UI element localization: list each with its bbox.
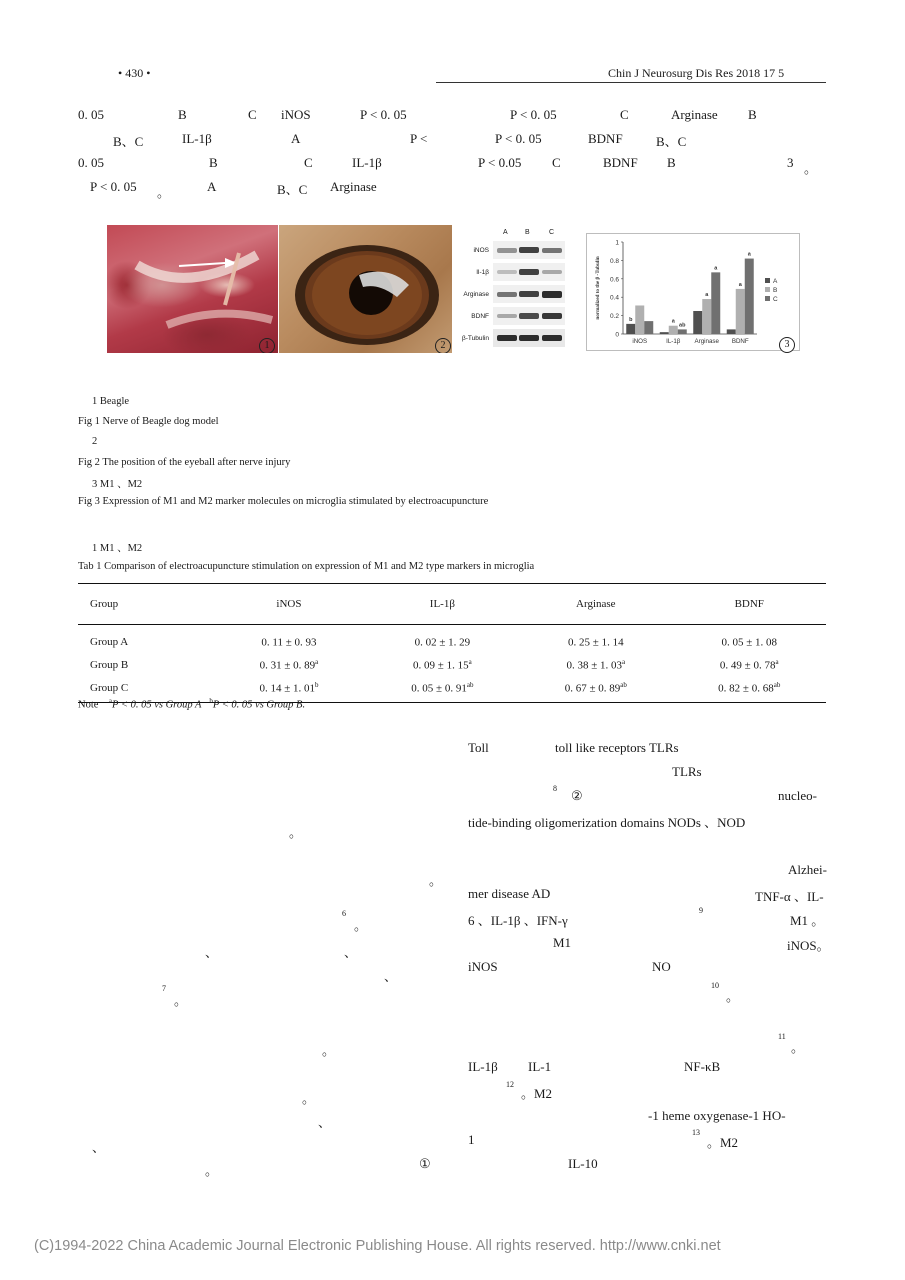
bar-chart xyxy=(587,234,799,350)
blot-lane-a: A xyxy=(503,229,508,236)
text-token: M1 。 xyxy=(790,913,825,928)
fig1-caption-en: Fig 1 Nerve of Beagle dog model xyxy=(78,416,219,427)
blot-row-label: Arginase xyxy=(463,291,489,298)
blot-row-label: Il-1β xyxy=(476,269,489,276)
text-token: 。 xyxy=(289,825,303,840)
table-header: Group xyxy=(78,584,212,625)
text-token: 、 xyxy=(344,945,358,960)
text-token: iNOS xyxy=(281,107,311,122)
text-token: IL-1 xyxy=(528,1059,552,1074)
y-tick-label: 0.4 xyxy=(609,294,619,302)
table-header: Arginase xyxy=(519,584,672,625)
table-cell: 0. 11 ± 0. 93 xyxy=(261,636,317,649)
western-blot xyxy=(455,225,580,353)
legend-swatch xyxy=(765,296,770,301)
text-token: P < 0. 05 xyxy=(495,131,542,146)
y-tick-label: 1 xyxy=(615,239,619,247)
text-token: B、C xyxy=(277,182,308,197)
table-cell: 0. 05 ± 1. 08 xyxy=(721,636,778,649)
bar-bdnf-b xyxy=(736,289,745,334)
text-token: 9 xyxy=(699,906,703,915)
text-token: 。 xyxy=(429,873,443,888)
text-token: B、C xyxy=(656,134,687,149)
text-token: 。 xyxy=(174,993,188,1008)
y-axis-label: normalized to the β -Tubulin xyxy=(595,256,601,320)
blot-row-label: BDNF xyxy=(471,313,489,320)
text-token: ① xyxy=(419,1156,431,1171)
significance-label: a xyxy=(705,292,709,299)
text-token: mer disease AD xyxy=(468,886,551,901)
significance-label: a xyxy=(747,251,751,258)
text-token: C xyxy=(552,155,561,170)
text-token: Arginase xyxy=(330,179,377,194)
figure-2-photo xyxy=(279,225,452,353)
fig3-caption-en: Fig 3 Expression of M1 and M2 marker molecules on microglia stimulated by electroacupuncture xyxy=(78,496,489,507)
copyright-footer: (C)1994-2022 China Academic Journal Electronic Publishing House. All rights reserved. http://www.cnki.net xyxy=(34,1238,721,1254)
text-token: C xyxy=(620,107,629,122)
text-token: ② xyxy=(571,788,583,803)
text-token: P < 0. 05 xyxy=(510,107,557,122)
y-tick-label: 0 xyxy=(615,331,619,339)
table-cell: 0. 67 ± 0. $89^{ab}$ xyxy=(519,676,672,703)
blot-lane-c: C xyxy=(549,229,555,236)
text-token: 1 xyxy=(468,1132,475,1147)
fig2-caption-en: Fig 2 The position of the eyeball after nerve injury xyxy=(78,457,291,468)
x-tick-label: IL-1β xyxy=(666,338,681,345)
text-token: tide-binding oligomerization domains NODs 、NOD xyxy=(468,815,746,830)
text-token: IL-1β xyxy=(468,1059,498,1074)
x-tick-label: BDNF xyxy=(731,338,749,345)
text-token: 。 xyxy=(157,185,171,200)
blot-lane-b: B xyxy=(525,229,530,236)
text-token: 10 xyxy=(711,981,719,990)
text-token: 11 xyxy=(778,1032,786,1041)
bar-il1-a xyxy=(660,332,669,334)
text-token: -1 heme oxygenase-1 HO- xyxy=(648,1108,786,1123)
figure-label-3: 3 xyxy=(779,337,795,353)
table-cell: 0. 49 ± 0. 78$^a$ xyxy=(719,657,779,672)
text-token: P < 0. 05 xyxy=(90,179,137,194)
text-token: B xyxy=(748,107,757,122)
table-header: iNOS xyxy=(212,584,365,625)
figure-label-2: 2 xyxy=(435,338,451,353)
text-token: 、 xyxy=(205,945,219,960)
bar-arginase-c xyxy=(711,272,720,334)
text-token: 。 xyxy=(322,1043,336,1058)
table-row xyxy=(78,625,826,654)
fig1-caption-cn: 1 Beagle xyxy=(92,396,130,407)
header-rule xyxy=(436,82,826,83)
table-note: Note $^a$P < 0. 05 vs Group A $^b$P < 0. 05 vs Group B. xyxy=(78,697,306,711)
significance-label: a xyxy=(671,318,675,325)
bar-inos-c xyxy=(644,321,653,334)
table-header: IL-1β xyxy=(366,584,519,625)
significance-label: ab xyxy=(679,322,686,329)
text-token: 13 xyxy=(692,1128,700,1137)
text-token: BDNF xyxy=(603,155,638,170)
text-token: nucleo- xyxy=(778,788,817,803)
text-token: NF-κB xyxy=(684,1059,721,1074)
text-token: A xyxy=(207,179,217,194)
text-token: 。 xyxy=(726,989,740,1004)
bar-arginase-b xyxy=(702,299,711,334)
significance-label: b xyxy=(629,316,633,323)
text-token: M1 xyxy=(553,935,572,950)
text-token: 8 xyxy=(553,784,557,793)
legend-swatch xyxy=(765,287,770,292)
table-cell: 0. 31 ± 0. 89$^a$ xyxy=(259,657,319,672)
legend-label: B xyxy=(773,287,778,294)
y-tick-label: 0.6 xyxy=(609,276,619,284)
tab1-caption-en: Tab 1 Comparison of electroacupuncture stimulation on expression of M1 and M2 type markers in microglia xyxy=(78,561,535,572)
table-cell: 0. 25 ± 1. 14 xyxy=(568,636,624,649)
table-cell: 0. 82 ± 0. $68^{ab}$ xyxy=(673,676,826,703)
text-token: TLRs xyxy=(672,764,702,779)
legend-swatch xyxy=(765,278,770,283)
text-token: 。M2 xyxy=(707,1135,739,1150)
x-tick-label: Arginase xyxy=(694,338,719,345)
significance-label: a xyxy=(714,265,718,272)
text-token: IL-1β xyxy=(352,155,382,170)
tab1-caption-cn: 1 M1 、M2 xyxy=(92,543,143,554)
text-token: BDNF xyxy=(588,131,623,146)
text-token: iNOS。 xyxy=(787,938,830,953)
table-cell: 0. 02 ± 1. 29 xyxy=(414,636,471,649)
bar-bdnf-c xyxy=(745,259,754,334)
significance-label: a xyxy=(738,281,742,288)
table-cell: 0. 05 ± 0. $91^{ab}$ xyxy=(366,676,519,703)
blot-row-label: iNOS xyxy=(473,247,489,254)
text-token: 、 xyxy=(318,1115,332,1130)
text-token: 。M2 xyxy=(521,1086,553,1101)
text-token: iNOS xyxy=(468,959,498,974)
figure-label-1: 1 xyxy=(259,338,275,353)
text-token: B xyxy=(178,107,187,122)
text-token: C xyxy=(248,107,257,122)
table-header: BDNF xyxy=(673,584,826,625)
bar-chart-frame xyxy=(586,233,800,351)
text-token: Alzhei- xyxy=(788,862,827,877)
fig2-caption-cn: 2 xyxy=(92,436,98,447)
table-cell-group: Group C xyxy=(78,676,212,703)
text-token: 、 xyxy=(92,1140,106,1155)
results-table xyxy=(78,583,826,703)
text-token: P < xyxy=(410,131,428,146)
y-tick-label: 0.8 xyxy=(609,257,619,265)
text-token: B、C xyxy=(113,134,144,149)
legend-label: A xyxy=(773,278,778,285)
text-token: 。 xyxy=(354,918,368,933)
x-tick-label: iNOS xyxy=(632,338,648,345)
text-token: B xyxy=(667,155,676,170)
table-cell-group: Group A xyxy=(90,635,129,648)
text-token: toll like receptors TLRs xyxy=(555,740,679,755)
table-row xyxy=(78,653,826,676)
legend-label: C xyxy=(773,296,778,303)
text-token: IL-10 xyxy=(568,1156,598,1171)
table-cell: 0. 14 ± 1. 01$^b$ xyxy=(212,676,365,703)
bar-il1-c xyxy=(678,329,687,334)
bar-inos-a xyxy=(626,324,635,334)
bar-bdnf-a xyxy=(727,329,736,334)
text-token: 3 xyxy=(787,155,794,170)
text-token: C xyxy=(304,155,313,170)
text-token: Toll xyxy=(468,740,489,755)
blot-row-label: β-Tubulin xyxy=(462,335,489,342)
text-token: IL-1β xyxy=(182,131,212,146)
text-token: 。 xyxy=(791,1040,805,1055)
figure-1-photo xyxy=(107,225,278,353)
table-cell: 0. 38 ± 1. 03$^a$ xyxy=(566,657,626,672)
text-token: Arginase xyxy=(671,107,718,122)
text-token: P < 0.05 xyxy=(478,155,522,170)
text-token: B xyxy=(209,155,218,170)
table-cell: 0. 09 ± 1. 15$^a$ xyxy=(413,657,472,672)
y-tick-label: 0.2 xyxy=(609,313,619,321)
text-token: 6 、IL-1β 、IFN-γ xyxy=(468,913,568,928)
fig3-caption-cn: 3 M1 、M2 xyxy=(92,479,143,490)
text-token: NO xyxy=(652,959,671,974)
text-token: 0. 05 xyxy=(78,107,104,122)
text-token: 。 xyxy=(804,161,818,176)
bar-arginase-a xyxy=(693,311,702,334)
text-token: 。 xyxy=(302,1091,316,1106)
text-token: 。 xyxy=(205,1163,219,1178)
bar-il1-b xyxy=(669,326,678,334)
text-token: 0. 05 xyxy=(78,155,104,170)
text-token: 6 xyxy=(342,909,346,918)
page-number: • 430 • xyxy=(118,66,151,80)
bar-inos-b xyxy=(635,305,644,334)
journal-header: Chin J Neurosurg Dis Res 2018 17 5 xyxy=(608,66,785,80)
text-token: P < 0. 05 xyxy=(360,107,407,122)
text-token: 12 xyxy=(506,1080,514,1089)
text-token: 7 xyxy=(162,984,166,993)
text-token: A xyxy=(291,131,301,146)
table-cell-group: Group B xyxy=(90,658,129,671)
text-token: TNF-α 、IL- xyxy=(755,889,824,904)
text-token: 、 xyxy=(384,969,398,984)
